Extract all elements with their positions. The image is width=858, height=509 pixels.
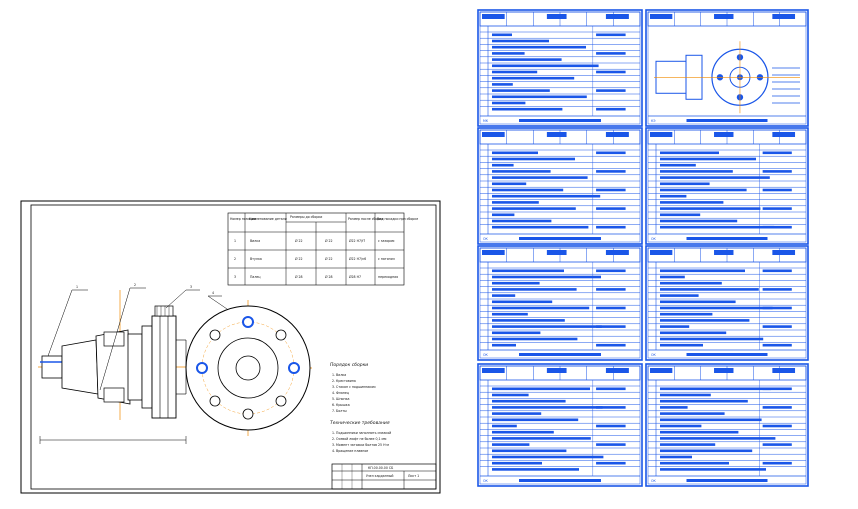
leader-label-4: 4 xyxy=(212,291,215,295)
table-header-name: Наименование детали xyxy=(249,217,287,221)
process-card-footer: КЭ xyxy=(651,119,656,123)
table-row-3-d1: Ø 28 xyxy=(295,275,303,279)
note-1-2: 2. Крестовина xyxy=(332,379,356,383)
process-card-footer: ОК xyxy=(651,353,656,357)
note-2-3: 3. Момент затяжки болтов 25 Н·м xyxy=(332,443,389,447)
process-card-4 xyxy=(646,128,808,244)
table-row-3-d2: Ø 28 xyxy=(325,275,333,279)
table-row-3-no: 3 xyxy=(234,275,237,279)
note-1-5: 5. Шпонка xyxy=(332,397,350,401)
table-row-1-fit: с зазором xyxy=(378,239,395,243)
note-1-4: 4. Фланец xyxy=(332,391,350,395)
note-1-3: 3. Стакан с подшипником xyxy=(332,385,376,389)
stamp-title: Узел карданный xyxy=(366,474,394,478)
process-card-1 xyxy=(478,10,642,126)
leader-label-2: 2 xyxy=(134,283,137,287)
notes-title-2: Технические требования xyxy=(330,421,390,426)
table-header-after: Размер после сборки xyxy=(348,217,384,221)
process-cards xyxy=(478,10,808,486)
table-row-1-d1: Ø 22 xyxy=(295,239,303,243)
note-1-7: 7. Болты xyxy=(332,409,347,413)
assembly-drawing-sheet xyxy=(21,201,440,493)
note-2-1: 1. Подшипники заполнить смазкой xyxy=(332,431,392,435)
table-row-2-after: Ø22 H7/n6 xyxy=(349,257,367,261)
table-row-2-fit: с натягом xyxy=(378,257,395,261)
table-header-fit: Вид посадки при сборке xyxy=(377,217,419,221)
leader-label-1: 1 xyxy=(76,285,79,289)
process-card-footer: ОК xyxy=(483,479,488,483)
table-row-3-name: Палец xyxy=(250,275,261,279)
process-card-7 xyxy=(478,364,642,486)
note-1-1: 1. Вилка xyxy=(332,373,347,377)
table-row-2-no: 2 xyxy=(234,257,237,261)
process-card-5 xyxy=(478,246,642,360)
table-row-2-name: Втулка xyxy=(250,257,262,261)
table-row-1-name: Вилка xyxy=(250,239,261,243)
table-row-1-d2: Ø 22 xyxy=(325,239,333,243)
table-header-sizes: Размеры до сборки xyxy=(290,215,323,219)
stamp-code: КП.00.00.00 СБ xyxy=(368,466,394,470)
table-row-2-d1: Ø 22 xyxy=(295,257,303,261)
process-card-3 xyxy=(478,128,642,244)
note-1-6: 6. Крышка xyxy=(332,403,350,407)
process-card-6 xyxy=(646,246,808,360)
stamp-sheet: Лист 1 xyxy=(408,474,420,478)
process-card-footer: ОК xyxy=(483,353,488,357)
table-header-no: Номер позиции xyxy=(230,217,256,221)
table-row-2-d2: Ø 22 xyxy=(325,257,333,261)
note-2-2: 2. Осевой люфт не более 0,1 мм xyxy=(332,437,387,441)
notes-title-1: Порядок сборки xyxy=(330,363,369,368)
table-row-3-fit: переходная xyxy=(378,275,399,279)
process-card-footer: ОК xyxy=(651,479,656,483)
process-card-footer: ОК xyxy=(483,237,488,241)
process-card-footer: МК xyxy=(483,119,489,123)
table-row-3-after: Ø28 H7 xyxy=(349,275,362,279)
table-row-1-no: 1 xyxy=(234,239,237,243)
note-2-4: 4. Вращение плавное xyxy=(332,449,369,453)
process-card-footer: ОК xyxy=(651,237,656,241)
leader-label-3: 3 xyxy=(190,285,193,289)
process-card-8 xyxy=(646,364,808,486)
table-row-1-after: Ø22 H7/f7 xyxy=(349,239,366,243)
process-card-2 xyxy=(646,10,808,126)
